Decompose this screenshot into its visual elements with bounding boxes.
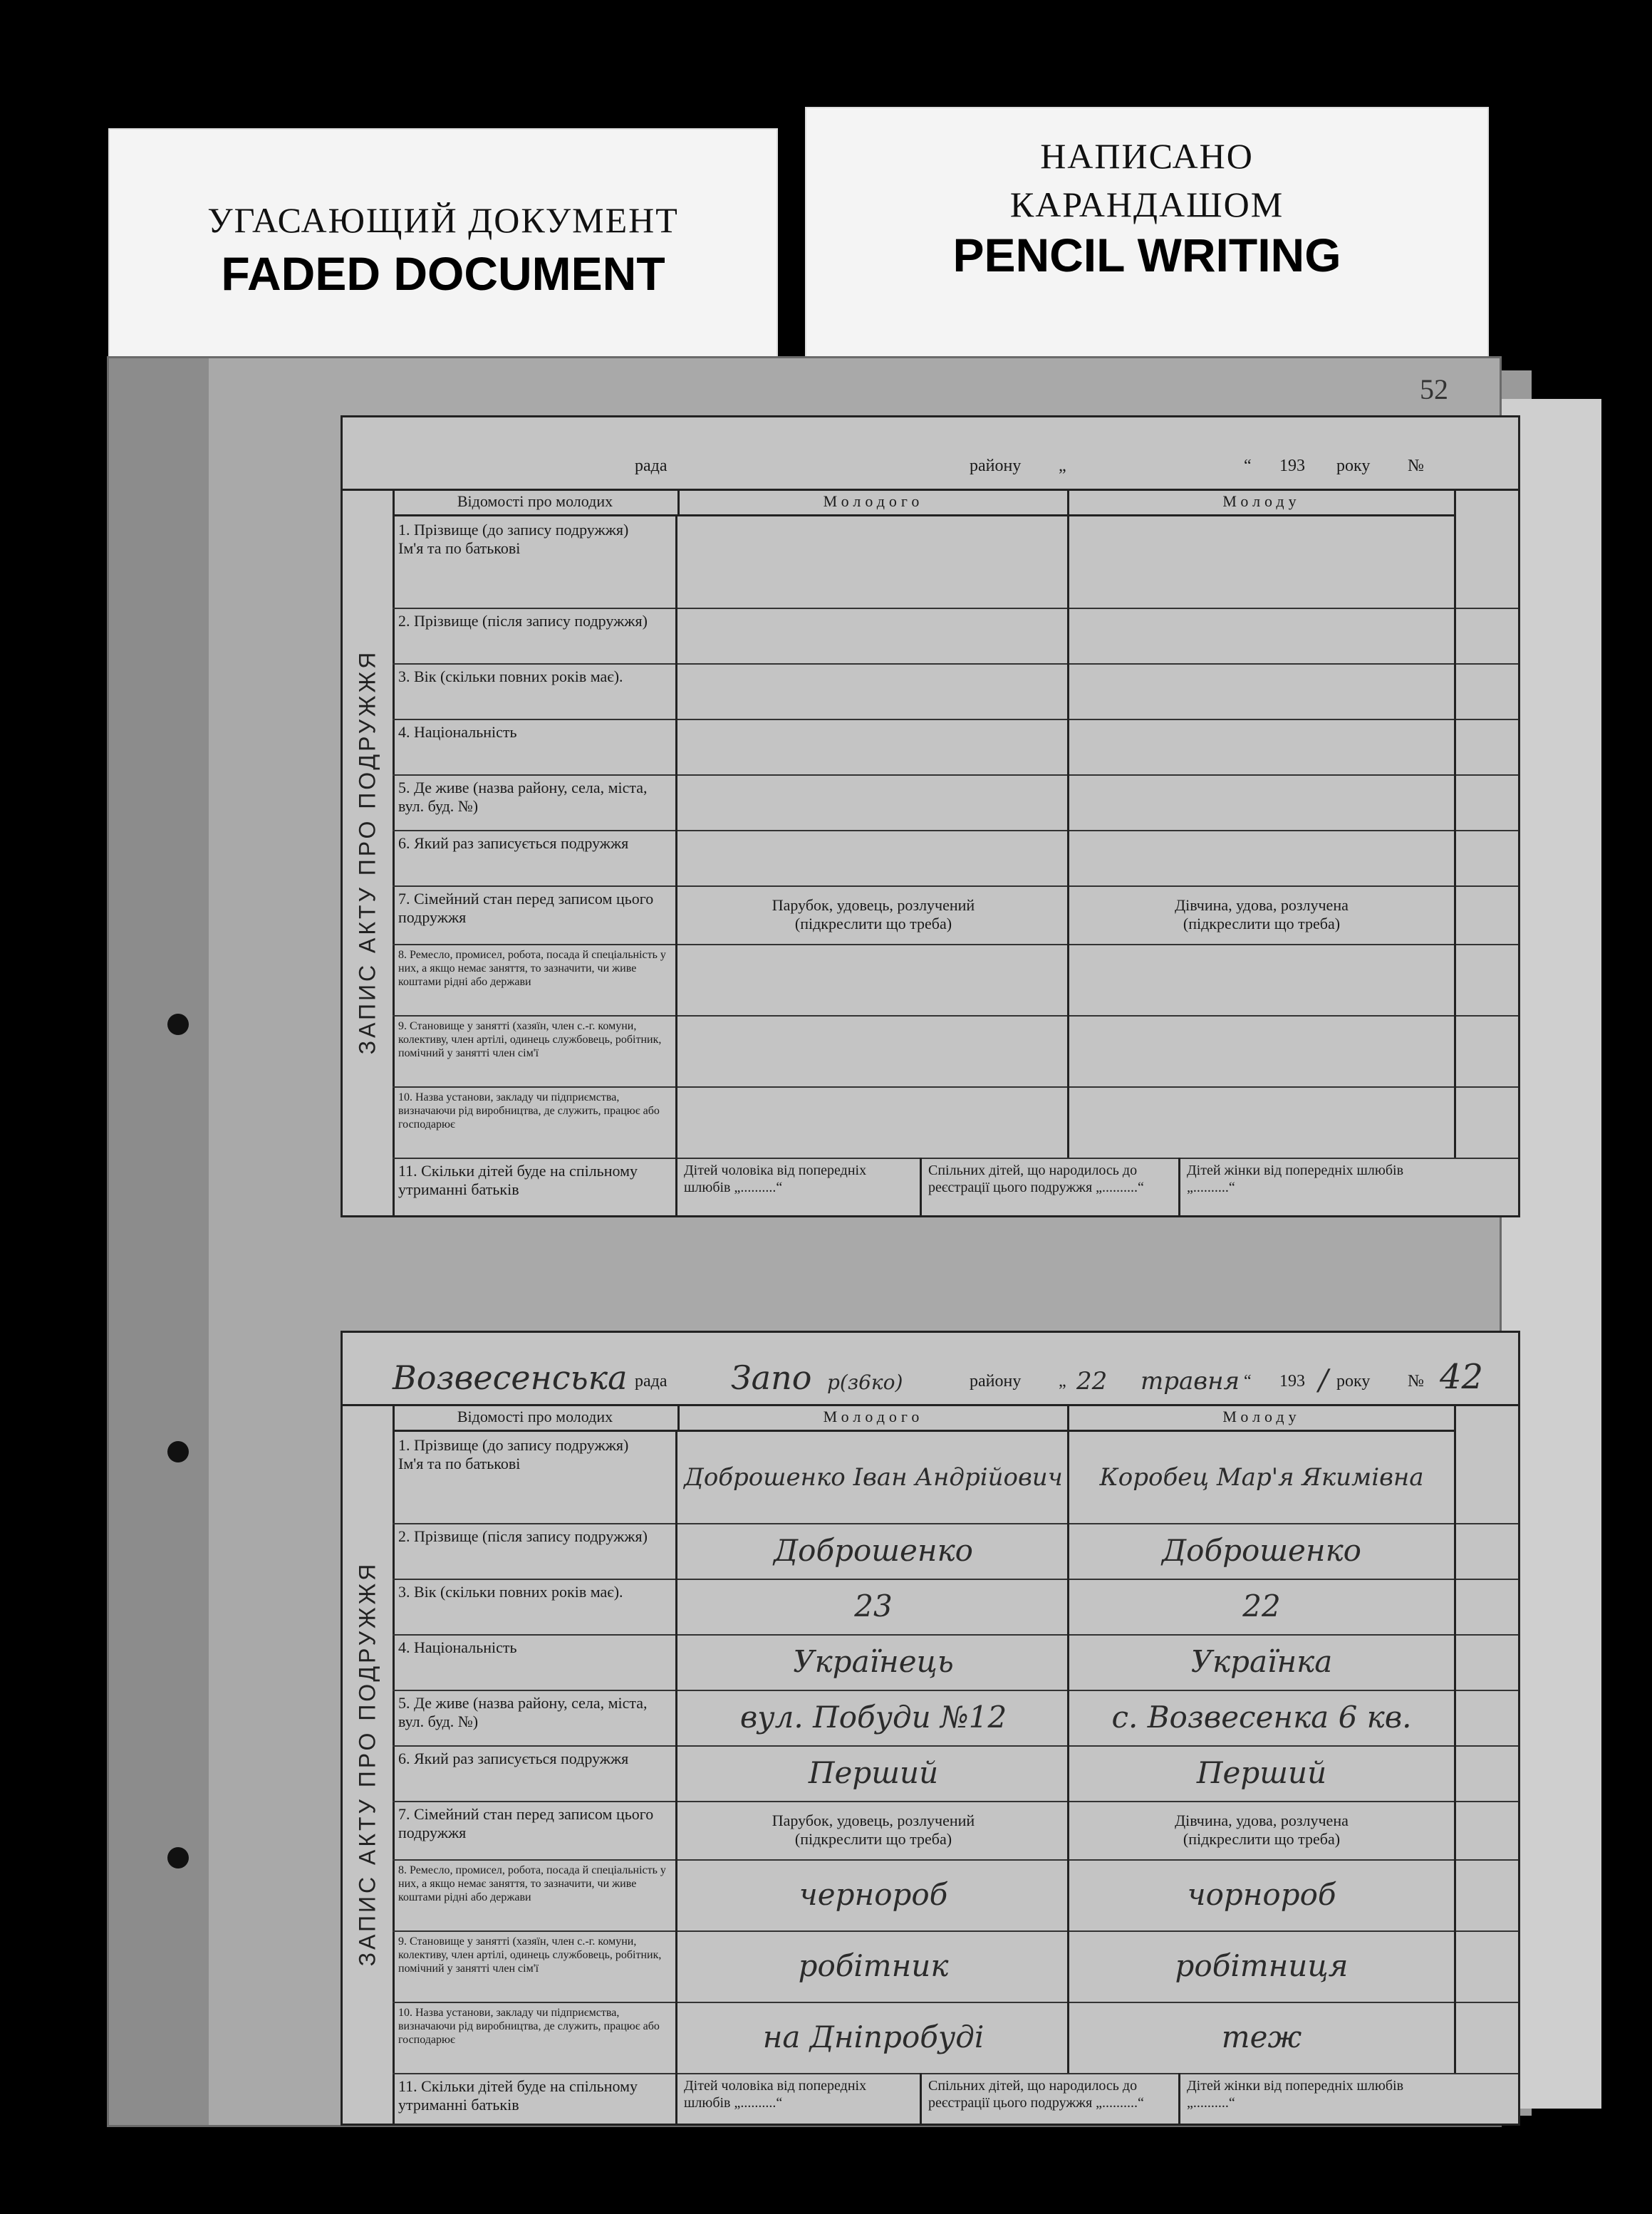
bride-cell <box>1069 1579 1456 1634</box>
form-row <box>393 1745 1518 1802</box>
bride-cell <box>1069 830 1456 885</box>
hw-day: 22 <box>1076 1367 1108 1396</box>
bride-cell <box>1069 1801 1456 1859</box>
form-row <box>393 608 1518 665</box>
form-row <box>393 1801 1518 1861</box>
document-page <box>107 356 1502 2127</box>
bride-handwritten-value: чорнороб <box>1187 1877 1336 1912</box>
bride-cell <box>1069 944 1456 1015</box>
groom-cell <box>680 2002 1069 2073</box>
pencil-ru-line2: КАРАНДАШОМ <box>1009 184 1284 224</box>
bride-handwritten-value: Коробец Мар'я Якимівна <box>1099 1463 1424 1492</box>
side-title: ЗАПИС АКТУ ПРО ПОДРУЖЖЯ <box>343 1404 395 2124</box>
form-row <box>393 1634 1518 1691</box>
bride-cell <box>1069 1432 1456 1523</box>
rayonu-label: району <box>970 457 1022 475</box>
form-row <box>393 516 1518 609</box>
groom-cell <box>680 1523 1069 1579</box>
bride-marital-options: Дівчина, удова, розлучена (підкреслити що треба) <box>1175 1812 1349 1848</box>
groom-cell <box>680 1086 1069 1158</box>
roku-label: року <box>1336 457 1371 475</box>
bride-handwritten-value: с. Возвесенка 6 кв. <box>1111 1700 1412 1735</box>
row-label: 9. Становище у занятті (хазяїн, член с.-г. комуни, колективу, член артілі, одинець службовець, робітник, помічний у занятті член сім'ї <box>393 1930 677 2002</box>
groom-cell <box>680 944 1069 1015</box>
form-row <box>393 1579 1518 1636</box>
groom-handwritten-value: Українець <box>793 1644 954 1679</box>
children-b: Спільних дітей, що народилось до реєстрації цього подружжя „..........“ <box>924 1158 1180 1215</box>
hw-rayon-suffix: р(з6ко) <box>827 1371 903 1394</box>
hw-year-suffix: / <box>1319 1364 1329 1397</box>
column-header-labels: Відомості про молодих <box>393 1404 680 1432</box>
row-label: 4. Національність <box>393 719 677 774</box>
groom-handwritten-value: Доброшенко <box>774 1533 973 1568</box>
row-label: 2. Прізвище (після запису подружжя) <box>393 1523 677 1579</box>
row-label: 10. Назва установи, закладу чи підприємства, визначаючи рід виробництва, де служить, працює або господарює <box>393 2002 677 2073</box>
groom-marital-options: Парубок, удовець, розлучений (підкреслити що треба) <box>772 1812 975 1848</box>
row-label: 5. Де живе (назва району, села, міста, вул. буд. №) <box>393 774 677 830</box>
form-row <box>393 1015 1518 1088</box>
form-header <box>343 1333 1518 1406</box>
column-header-groom: Молодого <box>680 489 1069 516</box>
bride-handwritten-value: 22 <box>1242 1589 1281 1623</box>
row-label: 1. Прізвище (до запису подружжя) Ім'я та по батькові <box>393 516 677 608</box>
form-row-children <box>393 2073 1518 2124</box>
row-label: 9. Становище у занятті (хазяїн, член с.-г. комуни, колективу, член артілі, одинець службовець, робітник, помічний у занятті член сім'ї <box>393 1015 677 1086</box>
bride-cell <box>1069 516 1456 608</box>
side-title: ЗАПИС АКТУ ПРО ПОДРУЖЖЯ <box>343 489 395 1215</box>
groom-marital-options: Парубок, удовець, розлучений (підкреслити що треба) <box>772 896 975 932</box>
row-label: 6. Який раз записується подружжя <box>393 830 677 885</box>
children-c: Дітей жінки від попередніх шлюбів „..........“ <box>1187 1163 1404 1195</box>
groom-cell <box>680 1859 1069 1930</box>
groom-cell <box>680 1745 1069 1801</box>
faded-en-text: FADED DOCUMENT <box>221 247 665 300</box>
hw-record-number: 42 <box>1440 1357 1484 1397</box>
form-row-children <box>393 1158 1518 1215</box>
groom-cell <box>680 1690 1069 1745</box>
rayonu-label: району <box>970 1372 1022 1391</box>
groom-cell <box>680 830 1069 885</box>
bride-cell <box>1069 1086 1456 1158</box>
row-label: 10. Назва установи, закладу чи підприємства, визначаючи рід виробництва, де служить, працює або господарює <box>393 1086 677 1158</box>
form-row <box>393 1690 1518 1747</box>
bride-handwritten-value: Перший <box>1196 1755 1327 1790</box>
hw-month: травня <box>1141 1367 1240 1396</box>
row-label: 11. Скільки дітей буде на спільному утриманні батьків <box>393 1158 677 1215</box>
row-label: 8. Ремесло, промисел, робота, посада й спеціальність у них, а якщо немає заняття, то зазначити, чи живе коштами рідні або держави <box>393 1859 677 1930</box>
groom-cell <box>680 774 1069 830</box>
groom-cell <box>680 1801 1069 1859</box>
column-header-bride: Молоду <box>1069 1404 1456 1432</box>
row-label: 1. Прізвище (до запису подружжя) Ім'я та по батькові <box>393 1432 677 1523</box>
number-label: № <box>1408 1372 1424 1391</box>
bride-handwritten-value: Доброшенко <box>1162 1533 1361 1568</box>
form-row <box>393 830 1518 887</box>
groom-handwritten-value: чернороб <box>799 1877 948 1912</box>
roku-label: року <box>1336 1372 1371 1391</box>
column-header-groom: Молодого <box>680 1404 1069 1432</box>
bride-cell <box>1069 719 1456 774</box>
punch-hole <box>167 1441 189 1462</box>
bride-cell <box>1069 1745 1456 1801</box>
groom-handwritten-value: на Дніпробуді <box>762 2020 985 2054</box>
bride-handwritten-value: робітниця <box>1175 1948 1349 1983</box>
form-grid <box>393 489 1518 1215</box>
form-row <box>393 2002 1518 2074</box>
children-c: Дітей жінки від попередніх шлюбів „..........“ <box>1187 2078 1404 2111</box>
groom-cell <box>680 1015 1069 1086</box>
archive-number-52: 52 <box>1420 373 1448 405</box>
form-header <box>343 417 1518 491</box>
bride-cell <box>1069 608 1456 663</box>
groom-handwritten-value: 23 <box>854 1589 893 1623</box>
bride-cell <box>1069 1523 1456 1579</box>
quote-close: “ <box>1244 457 1252 475</box>
bride-cell <box>1069 1690 1456 1745</box>
bride-cell <box>1069 1930 1456 2002</box>
faded-ru-text: УГАСАЮЩИЙ ДОКУМЕНТ <box>207 200 679 240</box>
groom-handwritten-value: робітник <box>798 1948 949 1983</box>
form-row <box>393 719 1518 776</box>
bride-cell <box>1069 663 1456 719</box>
hw-rada: Возвесенська <box>393 1358 628 1397</box>
pencil-en-text: PENCIL WRITING <box>952 229 1341 281</box>
pencil-writing-tag <box>805 107 1489 370</box>
rada-label: рада <box>635 457 667 475</box>
bride-cell <box>1069 774 1456 830</box>
quote-open: „ <box>1059 1372 1066 1391</box>
form-row <box>393 1086 1518 1159</box>
year-label: 193 <box>1279 457 1305 475</box>
bride-cell <box>1069 1015 1456 1086</box>
form-grid <box>393 1404 1518 2124</box>
groom-cell <box>680 1930 1069 2002</box>
bride-marital-options: Дівчина, удова, розлучена (підкреслити що треба) <box>1175 896 1349 932</box>
hw-rayon: Запо <box>731 1358 812 1397</box>
faded-document-tag <box>108 128 778 363</box>
quote-close: “ <box>1244 1372 1252 1391</box>
row-label: 3. Вік (скільки повних років має). <box>393 663 677 719</box>
groom-cell <box>680 663 1069 719</box>
row-label: 3. Вік (скільки повних років має). <box>393 1579 677 1634</box>
groom-cell <box>680 608 1069 663</box>
bride-handwritten-value: теж <box>1221 2020 1302 2054</box>
groom-cell <box>680 1634 1069 1690</box>
bride-cell <box>1069 2002 1456 2073</box>
row-label: 5. Де живе (назва району, села, міста, вул. буд. №) <box>393 1690 677 1745</box>
row-label: 11. Скільки дітей буде на спільному утриманні батьків <box>393 2073 677 2124</box>
children-a: Дітей чоловіка від попередніх шлюбів „..........“ <box>680 1158 922 1215</box>
bride-cell <box>1069 885 1456 944</box>
column-header-labels: Відомості про молодих <box>393 489 680 516</box>
number-label: № <box>1408 457 1424 475</box>
punch-hole <box>167 1014 189 1035</box>
row-label: 6. Який раз записується подружжя <box>393 1745 677 1801</box>
form-row <box>393 1930 1518 2003</box>
bride-cell <box>1069 1634 1456 1690</box>
groom-cell <box>680 1432 1069 1523</box>
groom-cell <box>680 516 1069 608</box>
groom-cell <box>680 885 1069 944</box>
marriage-form-blank <box>341 415 1520 1217</box>
row-label: 7. Сімейний стан перед записом цього подружжя <box>393 885 677 944</box>
groom-handwritten-value: Доброшенко Іван Андрійович <box>684 1463 1063 1492</box>
column-header-bride: Молоду <box>1069 489 1456 516</box>
bride-handwritten-value: Українка <box>1190 1644 1333 1679</box>
form-row <box>393 1859 1518 1932</box>
groom-cell <box>680 1579 1069 1634</box>
pencil-ru-line1: НАПИСАНО <box>1040 136 1254 176</box>
children-b: Спільних дітей, що народилось до реєстрації цього подружжя „..........“ <box>924 2073 1180 2124</box>
row-label: 7. Сімейний стан перед записом цього подружжя <box>393 1801 677 1859</box>
children-a: Дітей чоловіка від попередніх шлюбів „..........“ <box>680 2073 922 2124</box>
row-label: 4. Національність <box>393 1634 677 1690</box>
bride-cell <box>1069 1859 1456 1930</box>
year-label: 193 <box>1279 1372 1305 1391</box>
marriage-form-filled <box>341 1331 1520 2126</box>
rada-label: рада <box>635 1372 667 1391</box>
form-row <box>393 1432 1518 1524</box>
punch-hole <box>167 1847 189 1869</box>
form-row <box>393 663 1518 720</box>
form-row <box>393 1523 1518 1580</box>
form-row <box>393 774 1518 831</box>
form-row <box>393 944 1518 1017</box>
groom-handwritten-value: Перший <box>808 1755 939 1790</box>
groom-handwritten-value: вул. Побуди №12 <box>739 1700 1007 1735</box>
form-row <box>393 885 1518 945</box>
row-label: 2. Прізвище (після запису подружжя) <box>393 608 677 663</box>
row-label: 8. Ремесло, промисел, робота, посада й спеціальність у них, а якщо немає заняття, то зазначити, чи живе коштами рідні або держави <box>393 944 677 1015</box>
quote-open: „ <box>1059 457 1066 475</box>
groom-cell <box>680 719 1069 774</box>
